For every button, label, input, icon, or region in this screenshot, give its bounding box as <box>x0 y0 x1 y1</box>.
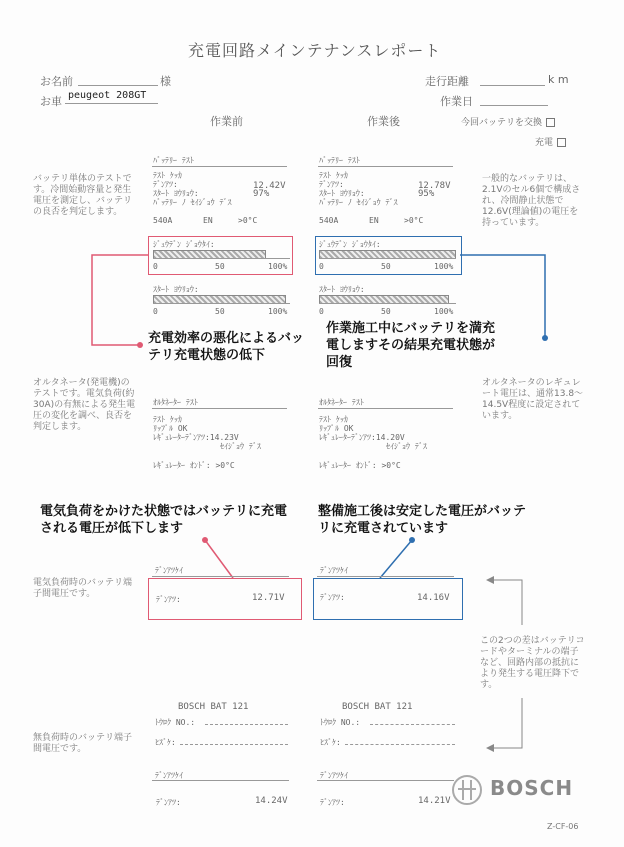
before-start-scale-50: 50 <box>215 307 225 316</box>
note-battery-test: バッテリ単体のテストです。冷間始動容量と発生電圧を測定し、バッテリの良否を判定します。 <box>33 174 133 217</box>
before-battery-header: ﾊﾞｯﾃﾘｰ ﾃｽﾄ <box>153 156 194 165</box>
after-bat-date-field[interactable] <box>345 744 455 745</box>
after-bat-header: BOSCH BAT 121 <box>342 702 413 712</box>
date-label: 作業日 <box>440 95 473 108</box>
before-alt-temp <box>153 461 235 470</box>
red-bottom-dot <box>202 537 208 543</box>
note-battery-general: 一般的なバッテリは、2.1Vのセル6個で構成され、冷間静止状態で12.6V(理論値)の電圧を持っています。 <box>482 174 581 228</box>
after-bt-line1: ﾃｽﾄ ｹｯｶ <box>319 171 348 180</box>
before-alt-line5-label: ﾚｷﾞｭﾚｰﾀｰ ｵﾝﾄﾞ: <box>153 461 211 470</box>
after-bt-line2-label: ﾃﾞﾝｱﾂ: <box>319 180 344 189</box>
bosch-logo-text: BOSCH <box>490 776 574 800</box>
after-alt-line3-value: 14.20V <box>375 433 405 442</box>
before-charge-scale-50: 50 <box>215 262 225 271</box>
after-bt-std: EN <box>369 216 379 225</box>
before-bt-voltage: 12.42V <box>253 181 286 191</box>
callout-red-top: 充電効率の悪化によるバッテリ充電状態の低下 <box>148 331 305 363</box>
after-noload-value: 14.21V <box>418 796 451 806</box>
after-alt-header: ｵﾙﾀﾈｰﾀｰ ﾃｽﾄ <box>319 398 364 407</box>
after-bt-voltage: 12.78V <box>418 181 451 191</box>
after-alt-header-line <box>318 408 453 409</box>
after-charge-scale-0: 0 <box>319 262 324 271</box>
diff-bracket-top <box>492 580 522 625</box>
after-load-value: 14.16V <box>417 593 450 603</box>
mileage-label: 走行距離 <box>425 75 469 88</box>
after-load-header: ﾃﾞﾝｱﾂｹｲ <box>320 566 348 575</box>
after-alt-line2: ﾘｯﾌﾟﾙ OK <box>319 424 354 433</box>
before-alt-line4: ｾｲｼﾞｮｳ ﾃﾞｽ <box>220 442 261 451</box>
callout-blue-bottom: 整備施工後は安定した電圧がバッテリに充電されています <box>318 504 527 536</box>
note-load-voltage: 電気負荷時のバッテリ端子間電圧です。 <box>33 578 133 599</box>
after-alt-line4: ｾｲｼﾞｮｳ ﾃﾞｽ <box>386 442 427 451</box>
before-bt-line4: ﾊﾞｯﾃﾘｰ ﾉ ｾｲｼﾞｮｳ ﾃﾞｽ <box>153 198 232 207</box>
bosch-logo-icon <box>452 775 482 805</box>
note-alternator-test: オルタネータ(発電機)のテストです。電気負荷(約30A)の有無による発生電圧の変化を調べ、良否を判定します。 <box>33 378 136 432</box>
before-charge-scale-0: 0 <box>153 262 158 271</box>
after-alt-regulator <box>319 433 405 442</box>
before-bt-line1: ﾃｽﾄ ｹｯｶ <box>153 171 182 180</box>
before-alt-line3-label: ﾚｷﾞｭﾚｰﾀｰﾃﾞﾝｱﾂ: <box>153 433 210 442</box>
before-start-scale-100: 100% <box>268 307 288 316</box>
before-alt-line3-value: 14.23V <box>209 433 239 442</box>
diff-arrow-top-icon <box>486 576 494 584</box>
after-bat-line1: ﾄｳﾛｸ NO.: <box>320 718 361 727</box>
before-alt-line1: ﾃｽﾄ ｹｯｶ <box>153 415 182 424</box>
charge-label: 充電 <box>535 138 554 148</box>
after-start-capacity-label: ｽﾀｰﾄ ﾖｳﾘｮｳ: <box>319 285 365 294</box>
after-charge-state-label: ｼﾞｭｳﾃﾞﾝ ｼﾞｮｳﾀｲ: <box>319 240 381 249</box>
before-bat-header: BOSCH BAT 121 <box>178 702 249 712</box>
before-bt-std: EN <box>203 216 213 225</box>
after-noload-header-line <box>317 780 454 781</box>
after-start-scale-50: 50 <box>381 307 391 316</box>
before-bt-cca: 540A <box>153 216 173 225</box>
page-title: 充電回路メインテナンスレポート <box>188 41 442 60</box>
before-alt-regulator <box>153 433 239 442</box>
after-charge-scale-50: 50 <box>381 262 391 271</box>
after-alt-line3-label: ﾚｷﾞｭﾚｰﾀｰﾃﾞﾝｱﾂ: <box>319 433 376 442</box>
before-alt-line5-value: >0°C <box>215 461 235 470</box>
blue-bottom-dot <box>409 537 415 543</box>
after-alt-line5-value: >0°C <box>381 461 401 470</box>
car-label: お車 <box>40 95 62 108</box>
before-load-value: 12.71V <box>252 593 285 603</box>
note-alternator-general: オルタネータのレギュレート電圧は、通常13.8～14.5V程度に設定されています。 <box>482 378 584 421</box>
before-load-header-line <box>152 576 289 577</box>
before-load-header: ﾃﾞﾝｱﾂｹｲ <box>155 566 183 575</box>
before-noload-value: 14.24V <box>255 796 288 806</box>
after-bat-line2: ﾋｽﾞｹ: <box>320 738 341 747</box>
before-start-capacity-label: ｽﾀｰﾄ ﾖｳﾘｮｳ: <box>153 285 199 294</box>
after-load-header-line <box>317 576 454 577</box>
after-charge-scale-100: 100% <box>434 262 454 271</box>
before-bat-date-field[interactable] <box>180 744 288 745</box>
before-noload-header-line <box>152 780 289 781</box>
before-bt-start-capacity: 97% <box>253 189 270 199</box>
before-bat-line1: ﾄｳﾛｸ NO.: <box>155 718 196 727</box>
before-load-label: ﾃﾞﾝｱﾂ: <box>156 595 181 604</box>
before-charge-state-label: ｼﾞｭｳﾃﾞﾝ ｼﾞｮｳﾀｲ: <box>153 240 215 249</box>
diff-bracket-bottom <box>492 698 522 748</box>
before-bat-reg-field[interactable] <box>205 724 288 725</box>
after-start-scale-100: 100% <box>434 307 454 316</box>
after-alt-temp <box>319 461 401 470</box>
before-charge-scale-100: 100% <box>268 262 288 271</box>
name-label: お名前 <box>40 75 73 88</box>
after-battery-header: ﾊﾞｯﾃﾘｰ ﾃｽﾄ <box>319 156 360 165</box>
diff-arrow-bottom-icon <box>486 744 494 752</box>
after-noload-header: ﾃﾞﾝｱﾂｹｲ <box>320 771 348 780</box>
red-top-connector <box>92 255 148 345</box>
after-alt-line5-label: ﾚｷﾞｭﾚｰﾀｰ ｵﾝﾄﾞ: <box>319 461 377 470</box>
mileage-unit: k m <box>548 73 569 86</box>
after-start-scale-0: 0 <box>319 307 324 316</box>
car-value: peugeot 208GT <box>68 90 147 101</box>
after-bat-reg-field[interactable] <box>370 724 455 725</box>
before-label: 作業前 <box>210 115 243 128</box>
before-alt-header-line <box>152 408 287 409</box>
note-no-load-voltage: 無負荷時のバッテリ端子間電圧です。 <box>33 733 133 754</box>
form-code: Z-CF-06 <box>547 822 579 831</box>
callout-blue-top: 作業施工中にバッテリを満充電しますその結果充電状態が回復 <box>326 321 496 370</box>
before-bt-temp: >0°C <box>238 216 258 225</box>
before-noload-label: ﾃﾞﾝｱﾂ: <box>156 798 181 807</box>
name-suffix: 様 <box>160 75 171 88</box>
after-label: 作業後 <box>367 115 400 128</box>
before-noload-header: ﾃﾞﾝｱﾂｹｲ <box>155 771 183 780</box>
before-bt-line2-label: ﾃﾞﾝｱﾂ: <box>153 180 178 189</box>
callout-red-bottom: 電気負荷をかけた状態ではバッテリに充電される電圧が低下します <box>40 504 288 536</box>
red-top-dot <box>137 342 143 348</box>
blue-top-dot <box>542 335 548 341</box>
blue-bottom-connector <box>380 540 412 578</box>
after-bt-start-capacity: 95% <box>418 189 435 199</box>
battery-replace-label: 今回バッテリを交換 <box>461 118 543 128</box>
after-alt-line1: ﾃｽﾄ ｹｯｶ <box>319 415 348 424</box>
before-bat-line2: ﾋｽﾞｹ: <box>155 738 176 747</box>
before-bt-line3-label: ｽﾀｰﾄ ﾖｳﾘｮｳ: <box>153 189 199 198</box>
after-bt-temp: >0°C <box>404 216 424 225</box>
after-noload-label: ﾃﾞﾝｱﾂ: <box>320 798 345 807</box>
after-bt-cca: 540A <box>319 216 339 225</box>
before-start-scale-0: 0 <box>153 307 158 316</box>
after-bt-line4: ﾊﾞｯﾃﾘｰ ﾉ ｾｲｼﾞｮｳ ﾃﾞｽ <box>319 198 398 207</box>
red-bottom-connector <box>205 540 233 578</box>
before-alt-header: ｵﾙﾀﾈｰﾀｰ ﾃｽﾄ <box>153 398 198 407</box>
after-load-label: ﾃﾞﾝｱﾂ: <box>320 593 345 602</box>
after-bt-line3-label: ｽﾀｰﾄ ﾖｳﾘｮｳ: <box>319 189 365 198</box>
before-alt-line2: ﾘｯﾌﾟﾙ OK <box>153 424 188 433</box>
note-difference: この2つの差はバッテリコードやターミナルの端子など、回路内部の抵抗により発生する電圧降下です。 <box>480 636 585 690</box>
